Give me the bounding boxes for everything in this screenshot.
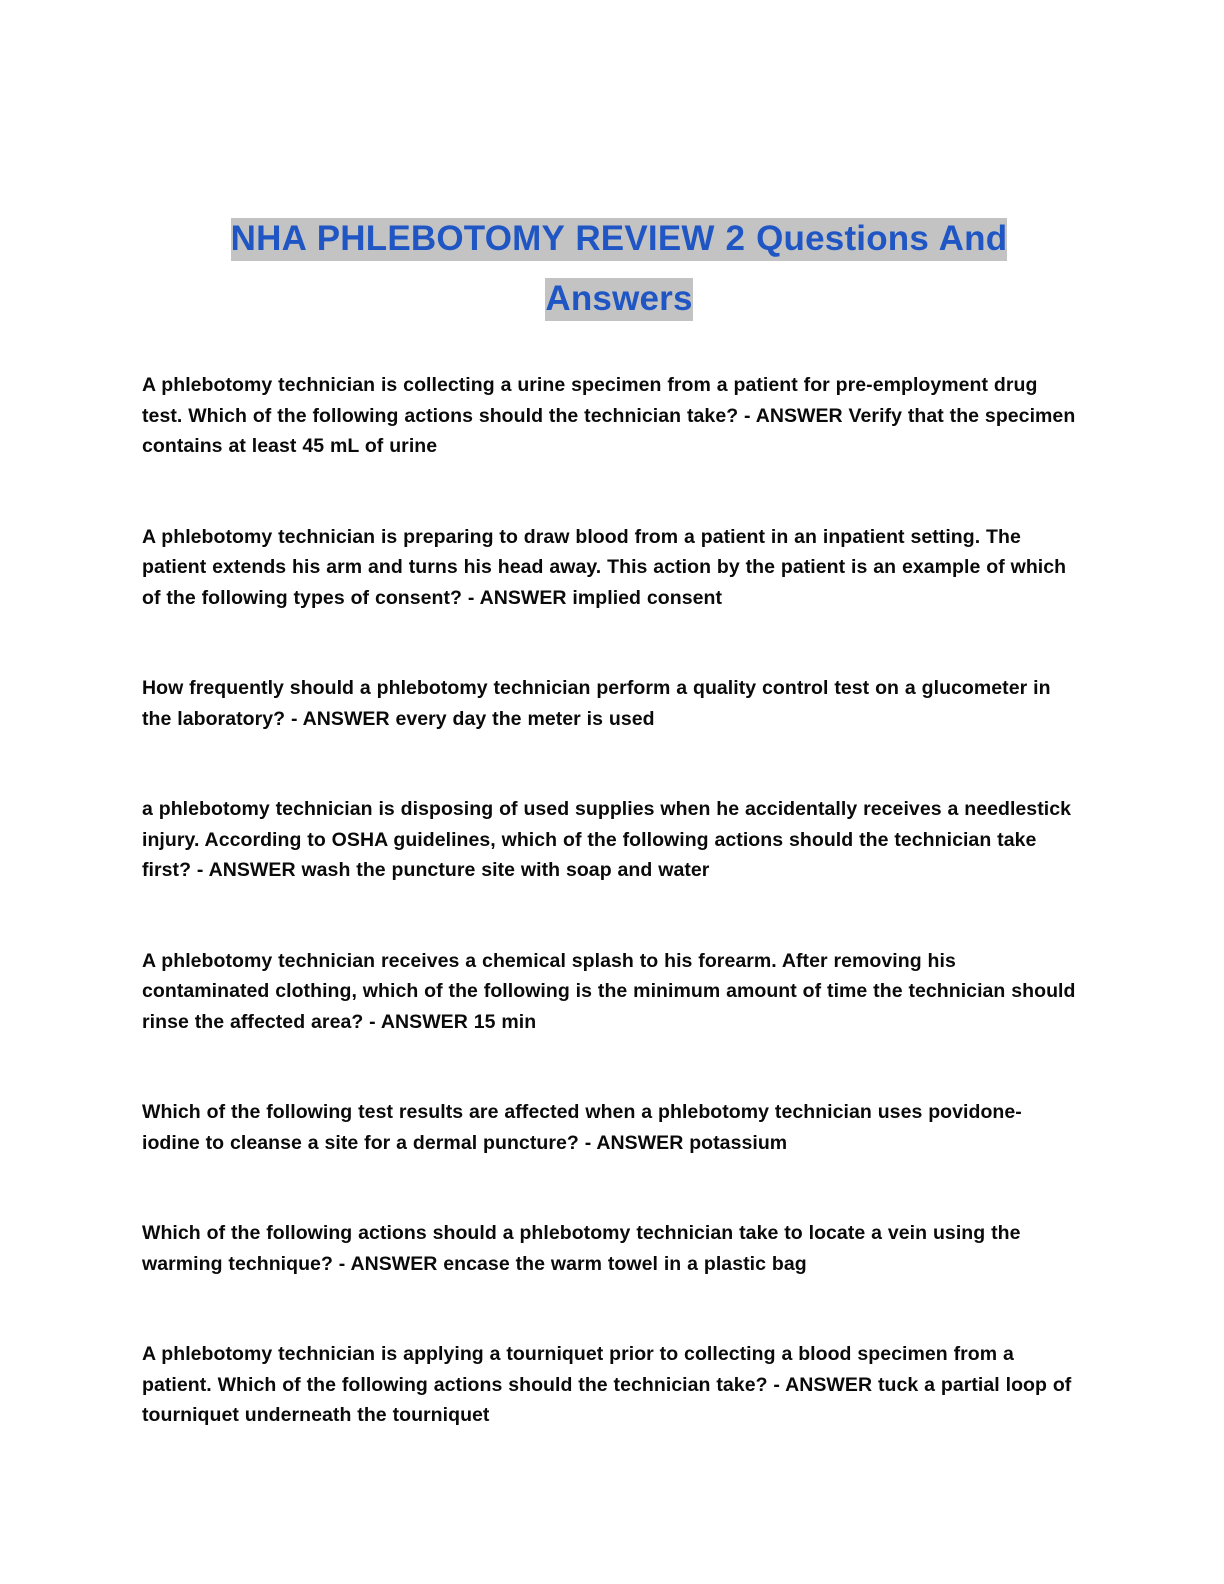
qa-item-3: How frequently should a phlebotomy technician perform a quality control test on a glucometer in the laboratory? - ANSWER every day the meter is used: [142, 677, 1051, 730]
qa-item-8: A phlebotomy technician is applying a tourniquet prior to collecting a blood specimen from a patient. Which of the following actions should the technician take? - ANSWER tuck a partial loop of tourniquet underneath the tourniquet: [142, 1343, 1072, 1426]
page-title-line-1: NHA PHLEBOTOMY REVIEW 2 Questions And: [231, 218, 1008, 261]
qa-list: [142, 370, 1077, 1431]
page-title: [167, 209, 1071, 329]
qa-item-7: Which of the following actions should a phlebotomy technician take to locate a vein using the warming technique? - ANSWER encase the warm towel in a plastic bag: [142, 1222, 1021, 1275]
qa-item-5: A phlebotomy technician receives a chemical splash to his forearm. After removing his contaminated clothing, which of the following is the minimum amount of time the technician should rinse the affected area? - ANSWER 15 min: [142, 949, 1076, 1033]
qa-item-6: Which of the following test results are affected when a phlebotomy technician uses povidone-iodine to cleanse a site for a dermal puncture? - ANSWER potassium: [142, 1101, 1022, 1154]
qa-item-1: A phlebotomy technician is collecting a urine specimen from a patient for pre-employment drug test. Which of the following actions should the technician take? - ANSWER Verify that the specimen contains at least 45 mL of urine: [142, 374, 1076, 457]
qa-item-2: A phlebotomy technician is preparing to draw blood from a patient in an inpatient setting. The patient extends his arm and turns his head away. This action by the patient is an example of which of the following types of consent? - ANSWER implied consent: [142, 525, 1067, 609]
qa-item-4: a phlebotomy technician is disposing of used supplies when he accidentally receives a needlestick injury. According to OSHA guidelines, which of the following actions should the technician take first? - ANSWER wash the puncture site with soap and water: [142, 798, 1072, 881]
page-title-line-2: Answers: [545, 278, 692, 321]
